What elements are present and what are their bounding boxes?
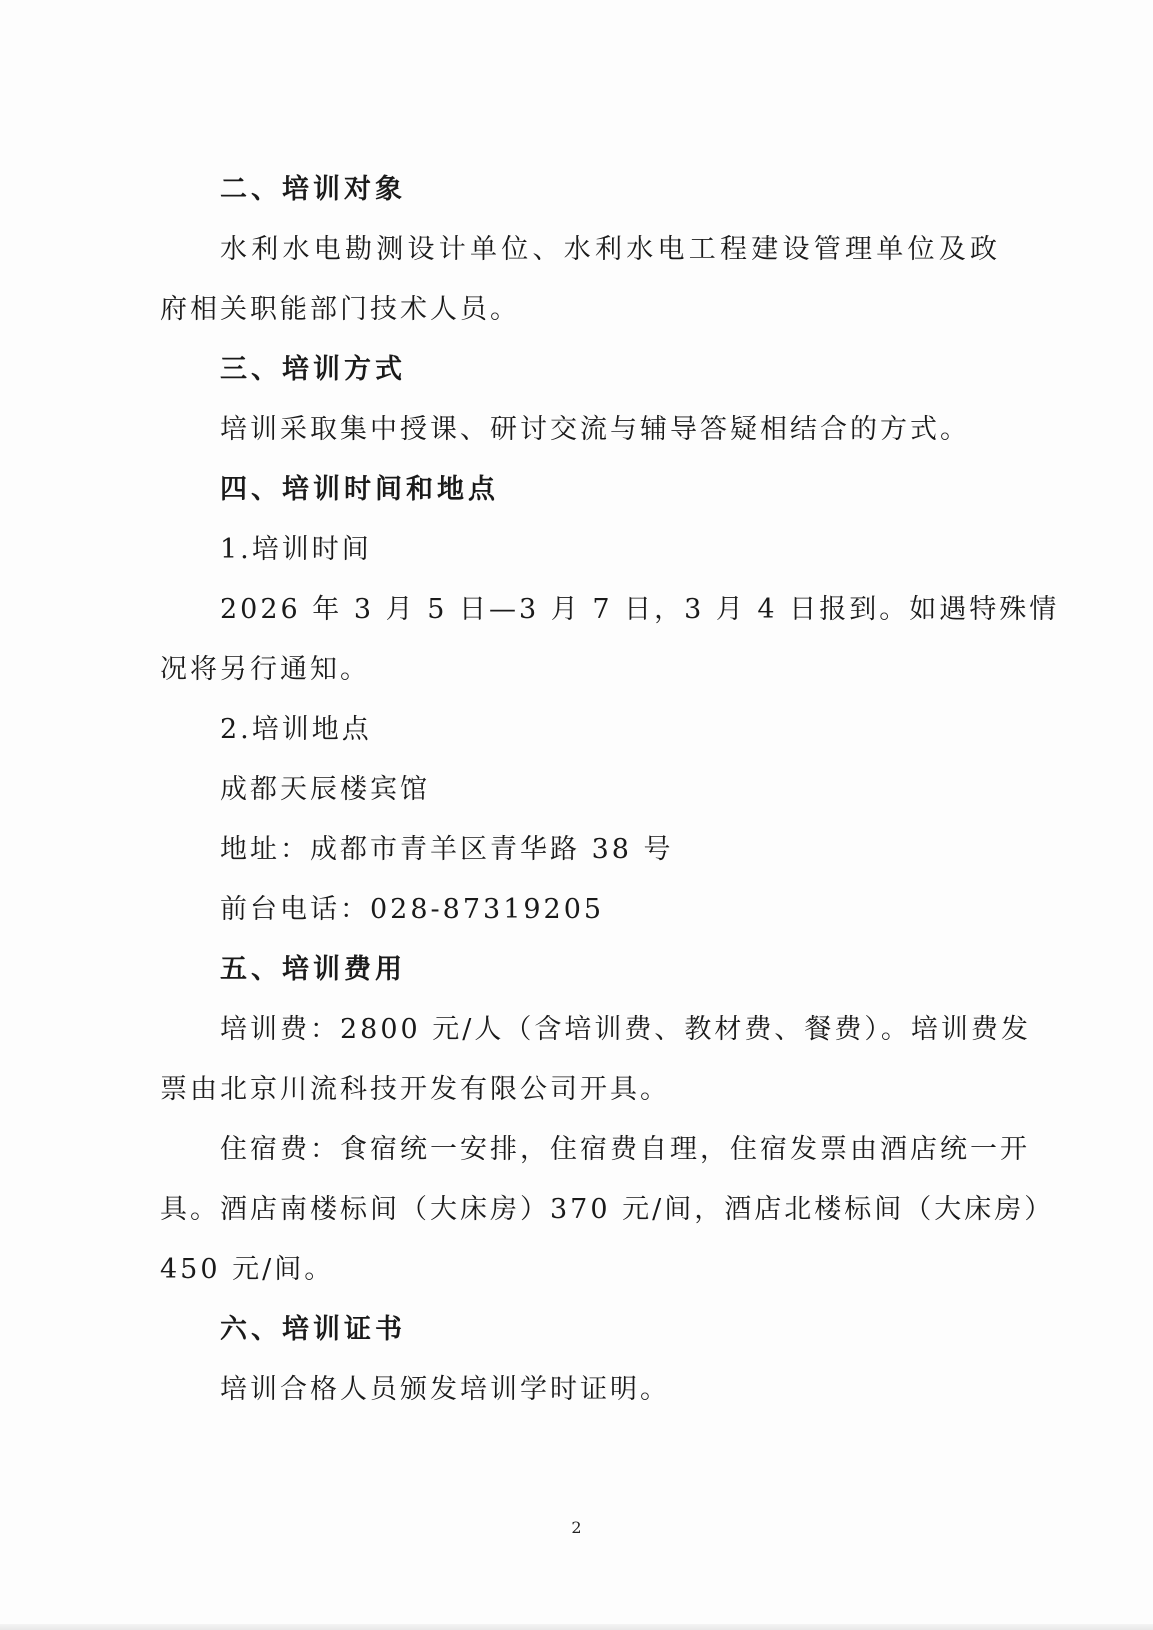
venue-address: 地址：成都市青羊区青华路 38 号 [220, 834, 674, 865]
paragraph-line: 450 元/间。 [160, 1254, 335, 1285]
section-heading-training-certificate: 六、培训证书 [220, 1314, 406, 1345]
scan-edge-divider [0, 1624, 1153, 1630]
paragraph-line: 住宿费：食宿统一安排，住宿费自理，住宿发票由酒店统一开 [220, 1134, 1030, 1165]
paragraph-line: 2026 年 3 月 5 日—3 月 7 日，3 月 4 日报到。如遇特殊情 [220, 594, 1060, 625]
paragraph-line: 培训合格人员颁发培训学时证明。 [220, 1374, 670, 1405]
document-body [160, 160, 1060, 1420]
page-number: 2 [571, 1518, 582, 1537]
subheading-training-location: 2.培训地点 [220, 714, 372, 745]
paragraph-line: 水利水电勘测设计单位、水利水电工程建设管理单位及政 [220, 234, 1000, 265]
section-heading-training-method: 三、培训方式 [220, 354, 406, 385]
paragraph-line: 府相关职能部门技术人员。 [160, 294, 520, 325]
paragraph-line: 培训采取集中授课、研讨交流与辅导答疑相结合的方式。 [220, 414, 970, 445]
paragraph-line: 培训费：2800 元/人（含培训费、教材费、餐费）。培训费发 [220, 1014, 1031, 1045]
paragraph-line: 况将另行通知。 [160, 654, 370, 685]
paragraph-line: 具。酒店南楼标间（大床房）370 元/间，酒店北楼标间（大床房） [160, 1194, 1055, 1225]
section-heading-training-target: 二、培训对象 [220, 174, 406, 205]
paragraph-line: 票由北京川流科技开发有限公司开具。 [160, 1074, 670, 1105]
venue-name: 成都天辰楼宾馆 [220, 774, 430, 805]
section-heading-training-fees: 五、培训费用 [220, 954, 406, 985]
venue-phone: 前台电话：028-87319205 [220, 894, 605, 925]
section-heading-training-time-location: 四、培训时间和地点 [220, 474, 499, 505]
subheading-training-time: 1.培训时间 [220, 534, 372, 565]
